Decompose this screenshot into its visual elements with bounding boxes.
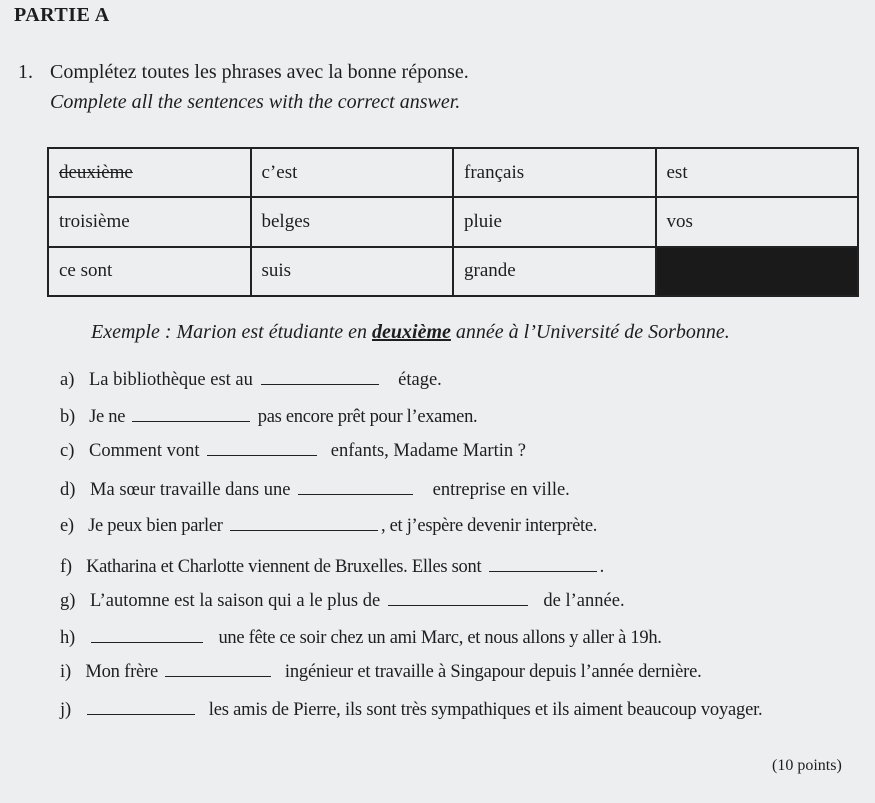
example-after: année à l’Université de Sorbonne.: [455, 321, 730, 343]
answer-blank[interactable]: [132, 407, 250, 422]
sentence-label: i): [60, 662, 71, 682]
example-answer: deuxième: [372, 321, 451, 343]
word-cell: est: [656, 148, 859, 197]
word-cell: français: [453, 148, 656, 197]
sentence-before: Je peux bien parler: [88, 516, 223, 536]
sentence-after: , et j’espère devenir interprète.: [380, 516, 598, 536]
answer-blank[interactable]: [261, 370, 379, 385]
section-title: PARTIE A: [14, 4, 110, 26]
word-cell: [48, 148, 251, 197]
word-bank-row: [48, 247, 858, 296]
sentence-label: d): [60, 480, 76, 500]
sentence-label: b): [60, 407, 75, 427]
sentence-i: [60, 662, 702, 683]
sentence-after: ingénieur et travaille à Singapour depuis l’année dernière.: [284, 662, 702, 682]
sentence-before: Mon frère: [85, 662, 159, 682]
sentence-c: [60, 441, 526, 462]
instruction-french: Complétez toutes les phrases avec la bonne réponse.: [50, 61, 469, 83]
answer-blank[interactable]: [87, 700, 195, 715]
sentence-g: [60, 591, 625, 612]
sentence-after: entreprise en ville.: [432, 480, 570, 500]
sentence-before: Je ne: [89, 407, 126, 427]
sentence-after: pas encore prêt pour l’examen.: [257, 407, 478, 427]
sentence-label: g): [60, 591, 76, 611]
instruction-english: Complete all the sentences with the correct answer.: [50, 91, 461, 113]
answer-blank[interactable]: [388, 591, 528, 606]
sentence-label: c): [60, 441, 75, 461]
sentence-before: La bibliothèque est au: [89, 370, 253, 390]
word-cell: troisième: [48, 197, 251, 246]
example-before: Exemple : Marion est étudiante en: [91, 321, 368, 343]
sentence-label: a): [60, 370, 75, 390]
sentence-after: les amis de Pierre, ils sont très sympathiques et ils aiment beaucoup voyager.: [208, 700, 763, 720]
word-bank-table: [47, 147, 859, 297]
word-bank-row: [48, 148, 858, 197]
sentence-before: Comment vont: [89, 441, 200, 461]
sentence-label: j): [60, 700, 71, 720]
answer-blank[interactable]: [298, 480, 413, 495]
word-cell: ce sont: [48, 247, 251, 296]
word-cell: vos: [656, 197, 859, 246]
word-cell: suis: [251, 247, 454, 296]
question-number: 1.: [18, 61, 33, 83]
answer-blank[interactable]: [165, 662, 271, 677]
sentence-h: [60, 628, 662, 649]
word-bank-row: [48, 197, 858, 246]
sentence-after: de l’année.: [543, 591, 625, 611]
example-sentence: [91, 321, 730, 344]
word-cell: c’est: [251, 148, 454, 197]
sentence-after: étage.: [398, 370, 442, 390]
answer-blank[interactable]: [207, 441, 317, 456]
word-crossed-out: deuxième: [59, 161, 133, 183]
word-cell: belges: [251, 197, 454, 246]
sentence-f: [60, 557, 604, 578]
sentence-after: .: [599, 557, 604, 577]
sentence-j: [60, 700, 762, 721]
sentence-label: e): [60, 516, 74, 536]
sentence-before: Katharina et Charlotte viennent de Bruxelles. Elles sont: [86, 557, 482, 577]
answer-blank[interactable]: [230, 516, 378, 531]
sentence-after: enfants, Madame Martin ?: [330, 441, 526, 461]
sentence-after: une fête ce soir chez un ami Marc, et nous allons y aller à 19h.: [218, 628, 662, 648]
word-cell: grande: [453, 247, 656, 296]
sentence-before: L’automne est la saison qui a le plus de: [90, 591, 381, 611]
answer-blank[interactable]: [489, 557, 597, 572]
blacked-out-cell: [656, 247, 859, 296]
word-cell: pluie: [453, 197, 656, 246]
points-label: (10 points): [772, 757, 842, 774]
sentence-b: [60, 407, 477, 428]
sentence-label: f): [60, 557, 72, 577]
sentence-a: [60, 370, 442, 391]
sentence-d: [60, 480, 570, 501]
sentence-e: [60, 516, 597, 537]
answer-blank[interactable]: [91, 628, 203, 643]
sentence-before: Ma sœur travaille dans une: [90, 480, 291, 500]
sentence-label: h): [60, 628, 75, 648]
